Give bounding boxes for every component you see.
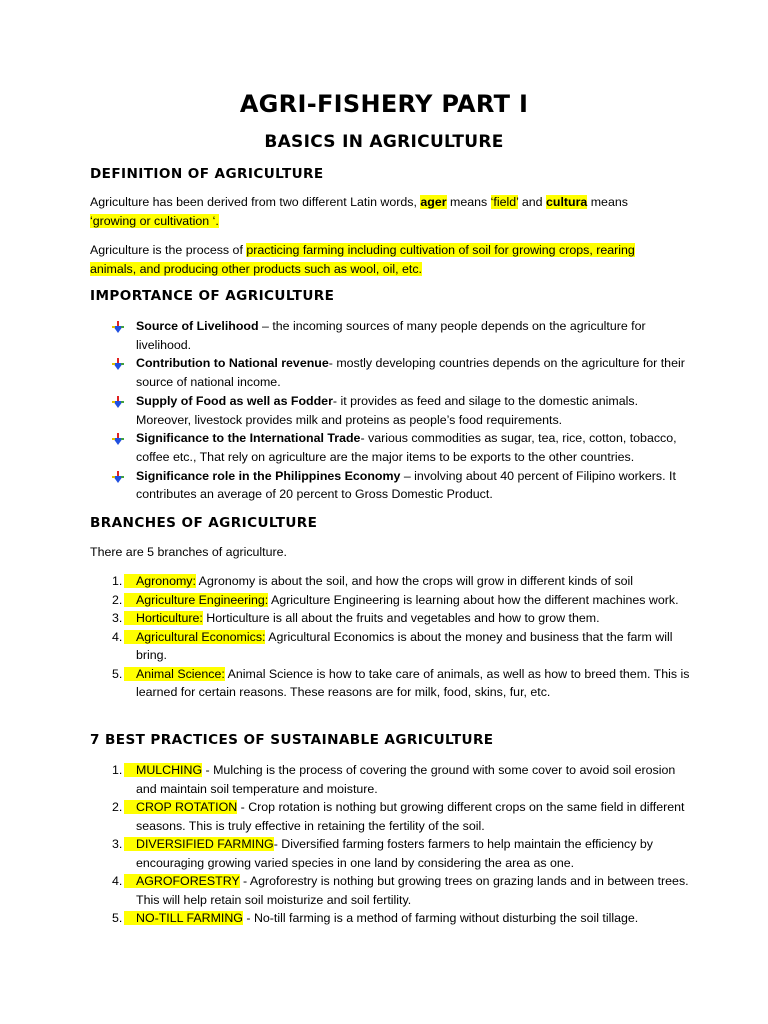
item-number: 5. [112, 911, 123, 925]
item-text: - mostly developing countries depends on the agriculture for their source of national income. [136, 356, 685, 390]
practices-list [112, 761, 690, 928]
item-text: – the incoming sources of many people depends on the agriculture for livelihood. [136, 319, 646, 352]
section-heading-branches: BRANCHES OF AGRICULTURE [90, 515, 318, 531]
item-term-highlight: MULCHING [124, 763, 202, 777]
definition-paragraph-2 [90, 241, 690, 279]
importance-list [110, 317, 690, 504]
list-item [110, 354, 690, 391]
item-number: 4. [112, 629, 123, 644]
arrow-bullet-icon [112, 321, 124, 333]
arrow-bullet-icon [112, 471, 124, 483]
definition-paragraph-1 [90, 193, 690, 231]
item-term: Source of Livelihood [136, 319, 259, 333]
item-text: Horticulture is all about the fruits and vegetables and how to grow them. [202, 611, 600, 625]
item-term: Supply of Food as well as Fodder [136, 393, 333, 408]
item-text: - Agroforestry is nothing but growing trees on grazing lands and in between trees. This will help retain soil moisturize and soil fertility. [136, 874, 689, 907]
item-term-highlight: AGROFORESTRY [124, 874, 240, 888]
list-item [112, 591, 690, 610]
item-term-highlight: NO-TILL FARMING [124, 911, 243, 925]
item-text: Animal Science is how to take care of animals, as well as how to breed them. This is learned for certain reasons. These reasons are for milk, food, skins, fur, etc. [136, 666, 690, 699]
highlight-definition: practicing farming including cultivation of soil for growing crops, rearing [246, 243, 635, 257]
highlight-ager: ager [420, 195, 447, 209]
item-number: 4. [112, 874, 123, 888]
list-item [112, 872, 690, 909]
item-text: - various commodities as sugar, tea, rice, cotton, tobacco, coffee etc., That rely on agriculture are the major items to be exports to the other countries. [136, 431, 677, 464]
section-heading-practices: 7 BEST PRACTICES OF SUSTAINABLE AGRICULTURE [90, 732, 494, 748]
item-text: - No-till farming is a method of farming without disturbing the soil tillage. [242, 911, 639, 925]
item-term-highlight: Agronomy: [124, 574, 196, 588]
item-term: Significance to the International Trade [136, 431, 361, 446]
list-item [112, 835, 690, 872]
item-text: – involving about 40 percent of Filipino workers. It contributes an average of 20 percent to Gross Domestic Product. [136, 468, 676, 502]
list-item [112, 798, 690, 835]
highlight-growing: ‘growing or cultivation ‘. [90, 214, 219, 228]
list-item [112, 761, 690, 798]
item-text: - Mulching is the process of covering the ground with some cover to avoid soil erosion and maintain soil temperature and moisture. [136, 763, 676, 796]
item-number: 1. [112, 763, 123, 777]
item-number: 2. [112, 592, 123, 607]
list-item [110, 467, 690, 504]
item-term: Contribution to National revenue [136, 356, 329, 371]
highlight-cultura: cultura [545, 195, 588, 209]
list-item [110, 317, 690, 354]
list-item [112, 628, 690, 665]
item-number: 1. [112, 574, 123, 588]
highlight-field: ‘field’ [490, 195, 519, 209]
item-text: Agriculture Engineering is learning about how the different machines work. [268, 592, 679, 607]
item-term-highlight: Animal Science: [124, 667, 225, 681]
item-number: 3. [112, 611, 123, 625]
list-item [112, 609, 690, 628]
item-term-highlight: Horticulture: [124, 611, 203, 625]
list-item [112, 909, 690, 928]
list-item [110, 429, 690, 466]
section-heading-definition: DEFINITION OF AGRICULTURE [90, 166, 324, 182]
item-number: 5. [112, 666, 123, 681]
item-term-highlight: CROP ROTATION [124, 800, 237, 814]
branches-intro: There are 5 branches of agriculture. [90, 545, 287, 559]
item-term-highlight: DIVERSIFIED FARMING [124, 837, 274, 851]
text-run: means [446, 195, 491, 209]
item-text: - it provides as feed and silage to the domestic animals. Moreover, livestock provides milk and proteins as people’s food requirements. [136, 393, 639, 427]
list-item [112, 572, 690, 591]
item-number: 3. [112, 837, 123, 851]
item-term-highlight: Agriculture Engineering: [124, 593, 268, 607]
item-term-highlight: Agricultural Economics: [124, 630, 265, 644]
section-heading-importance: IMPORTANCE OF AGRICULTURE [90, 288, 335, 304]
document-title: AGRI-FISHERY PART I [239, 90, 529, 118]
text-run: Agriculture is the process of [90, 243, 247, 257]
item-text: Agricultural Economics is about the money and business that the farm will bring. [136, 629, 673, 662]
document-subtitle: BASICS IN AGRICULTURE [264, 132, 504, 152]
highlight-definition: animals, and producing other products such as wool, oil, etc. [90, 262, 422, 276]
item-text: - Crop rotation is nothing but growing different crops on the same field in different seasons. This is truly effective in retaining the fertility of the soil. [136, 800, 685, 833]
arrow-bullet-icon [112, 396, 124, 408]
arrow-bullet-icon [112, 358, 124, 370]
item-number: 2. [112, 800, 123, 814]
item-text: Agronomy is about the soil, and how the crops will grow in different kinds of soil [195, 574, 634, 588]
item-term: Significance role in the Philippines Economy [136, 468, 401, 483]
text-run: Agriculture has been derived from two different Latin words, [90, 195, 421, 209]
text-run: and [518, 195, 546, 209]
branches-list [112, 572, 690, 702]
list-item [112, 665, 690, 702]
item-text: - Diversified farming fosters farmers to help maintain the efficiency by encouraging growing varied species in one land by considering the area as one. [136, 837, 653, 870]
text-run: means [587, 195, 628, 209]
arrow-bullet-icon [112, 433, 124, 445]
list-item [110, 392, 690, 429]
